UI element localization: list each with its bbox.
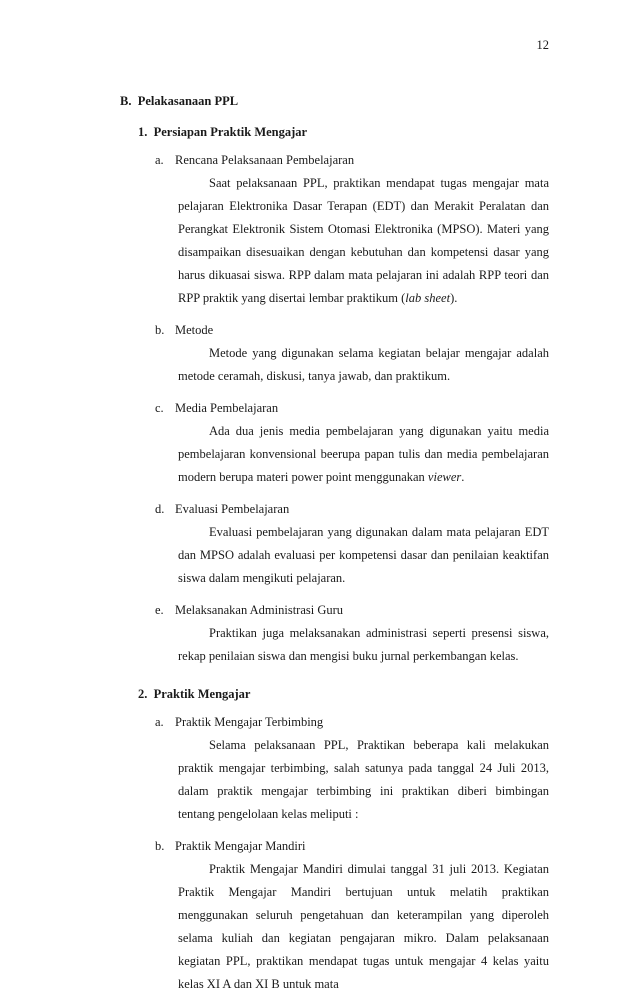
list-item (155, 321, 549, 388)
item-label: b. (155, 323, 165, 337)
section-title: Pelakasanaan PPL (137, 94, 239, 108)
page-number: 12 (536, 38, 549, 52)
item-title: Media Pembelajaran (175, 401, 279, 415)
item-label: a. (155, 153, 164, 167)
list-item (155, 713, 549, 826)
subsection-label: 1. (138, 125, 148, 139)
list-item (155, 837, 549, 996)
subsection-title: Praktik Mengajar (153, 687, 251, 701)
item-title: Rencana Pelaksanaan Pembelajaran (175, 153, 355, 167)
list-item (155, 601, 549, 668)
item-paragraph: Ada dua jenis media pembelajaran yang digunakan yaitu media pembelajaran konvensional beerupa papan tulis dan media pembelajaran modern berupa materi power point menggunakan viewer. (178, 424, 549, 484)
subsection-label: 2. (138, 687, 148, 701)
list-item (155, 399, 549, 489)
item-label: b. (155, 839, 165, 853)
item-paragraph: Selama pelaksanaan PPL, Praktikan beberapa kali melakukan praktik mengajar terbimbing, salah satunya pada tanggal 24 Juli 2013, dalam praktik mengajar terbimbing ini praktikan diberi bimbingan tentang pengelolaan kelas meliputi : (178, 738, 549, 821)
item-label: d. (155, 502, 165, 516)
item-title: Praktik Mengajar Terbimbing (175, 715, 324, 729)
item-label: a. (155, 715, 164, 729)
item-paragraph: Saat pelaksanaan PPL, praktikan mendapat tugas mengajar mata pelajaran Elektronika Dasar Terapan (EDT) dan Merakit Peralatan dan Perangkat Elektronik Sistem Otomasi Elektronika (MPSO). Materi yang disampaikan disesuaikan dengan kebutuhan dan kompetensi dasar yang harus dikuasai siswa. RPP dalam mata pelajaran ini adalah RPP teori dan RPP praktik yang disertai lembar praktikum (lab sheet). (178, 176, 549, 305)
item-paragraph: Praktik Mengajar Mandiri dimulai tanggal 31 juli 2013. Kegiatan Praktik Mengajar Mandiri bertujuan untuk melatih praktikan menggunakan seluruh pengetahuan dan keterampilan yang diperoleh selama kuliah dan kegiatan pengajaran mikro. Dalam pelaksanaan kegiatan PPL, praktikan mendapat tugas untuk mengajar 4 kelas yaitu kelas XI A dan XI B untuk mata (178, 862, 549, 991)
list-item (155, 500, 549, 590)
section-label: B. (120, 94, 132, 108)
item-label: c. (155, 401, 164, 415)
item-title: Melaksanakan Administrasi Guru (175, 603, 344, 617)
item-label: e. (155, 603, 164, 617)
item-title: Evaluasi Pembelajaran (175, 502, 290, 516)
section-heading (120, 92, 549, 110)
item-paragraph: Metode yang digunakan selama kegiatan belajar mengajar adalah metode ceramah, diskusi, tanya jawab, dan praktikum. (178, 346, 549, 383)
subsection-heading (138, 685, 549, 703)
subsection-title: Persiapan Praktik Mengajar (153, 125, 308, 139)
item-paragraph: Evaluasi pembelajaran yang digunakan dalam mata pelajaran EDT dan MPSO adalah evaluasi per kompetensi dasar dan penilaian keaktifan siswa dalam mengikuti pelajaran. (178, 525, 549, 585)
list-item (155, 151, 549, 310)
item-paragraph: Praktikan juga melaksanakan administrasi seperti presensi siswa, rekap penilaian siswa dan mengisi buku jurnal perkembangan kelas. (178, 626, 549, 663)
document-body (120, 92, 549, 1007)
subsection-heading (138, 123, 549, 141)
item-title: Metode (175, 323, 214, 337)
item-title: Praktik Mengajar Mandiri (175, 839, 306, 853)
